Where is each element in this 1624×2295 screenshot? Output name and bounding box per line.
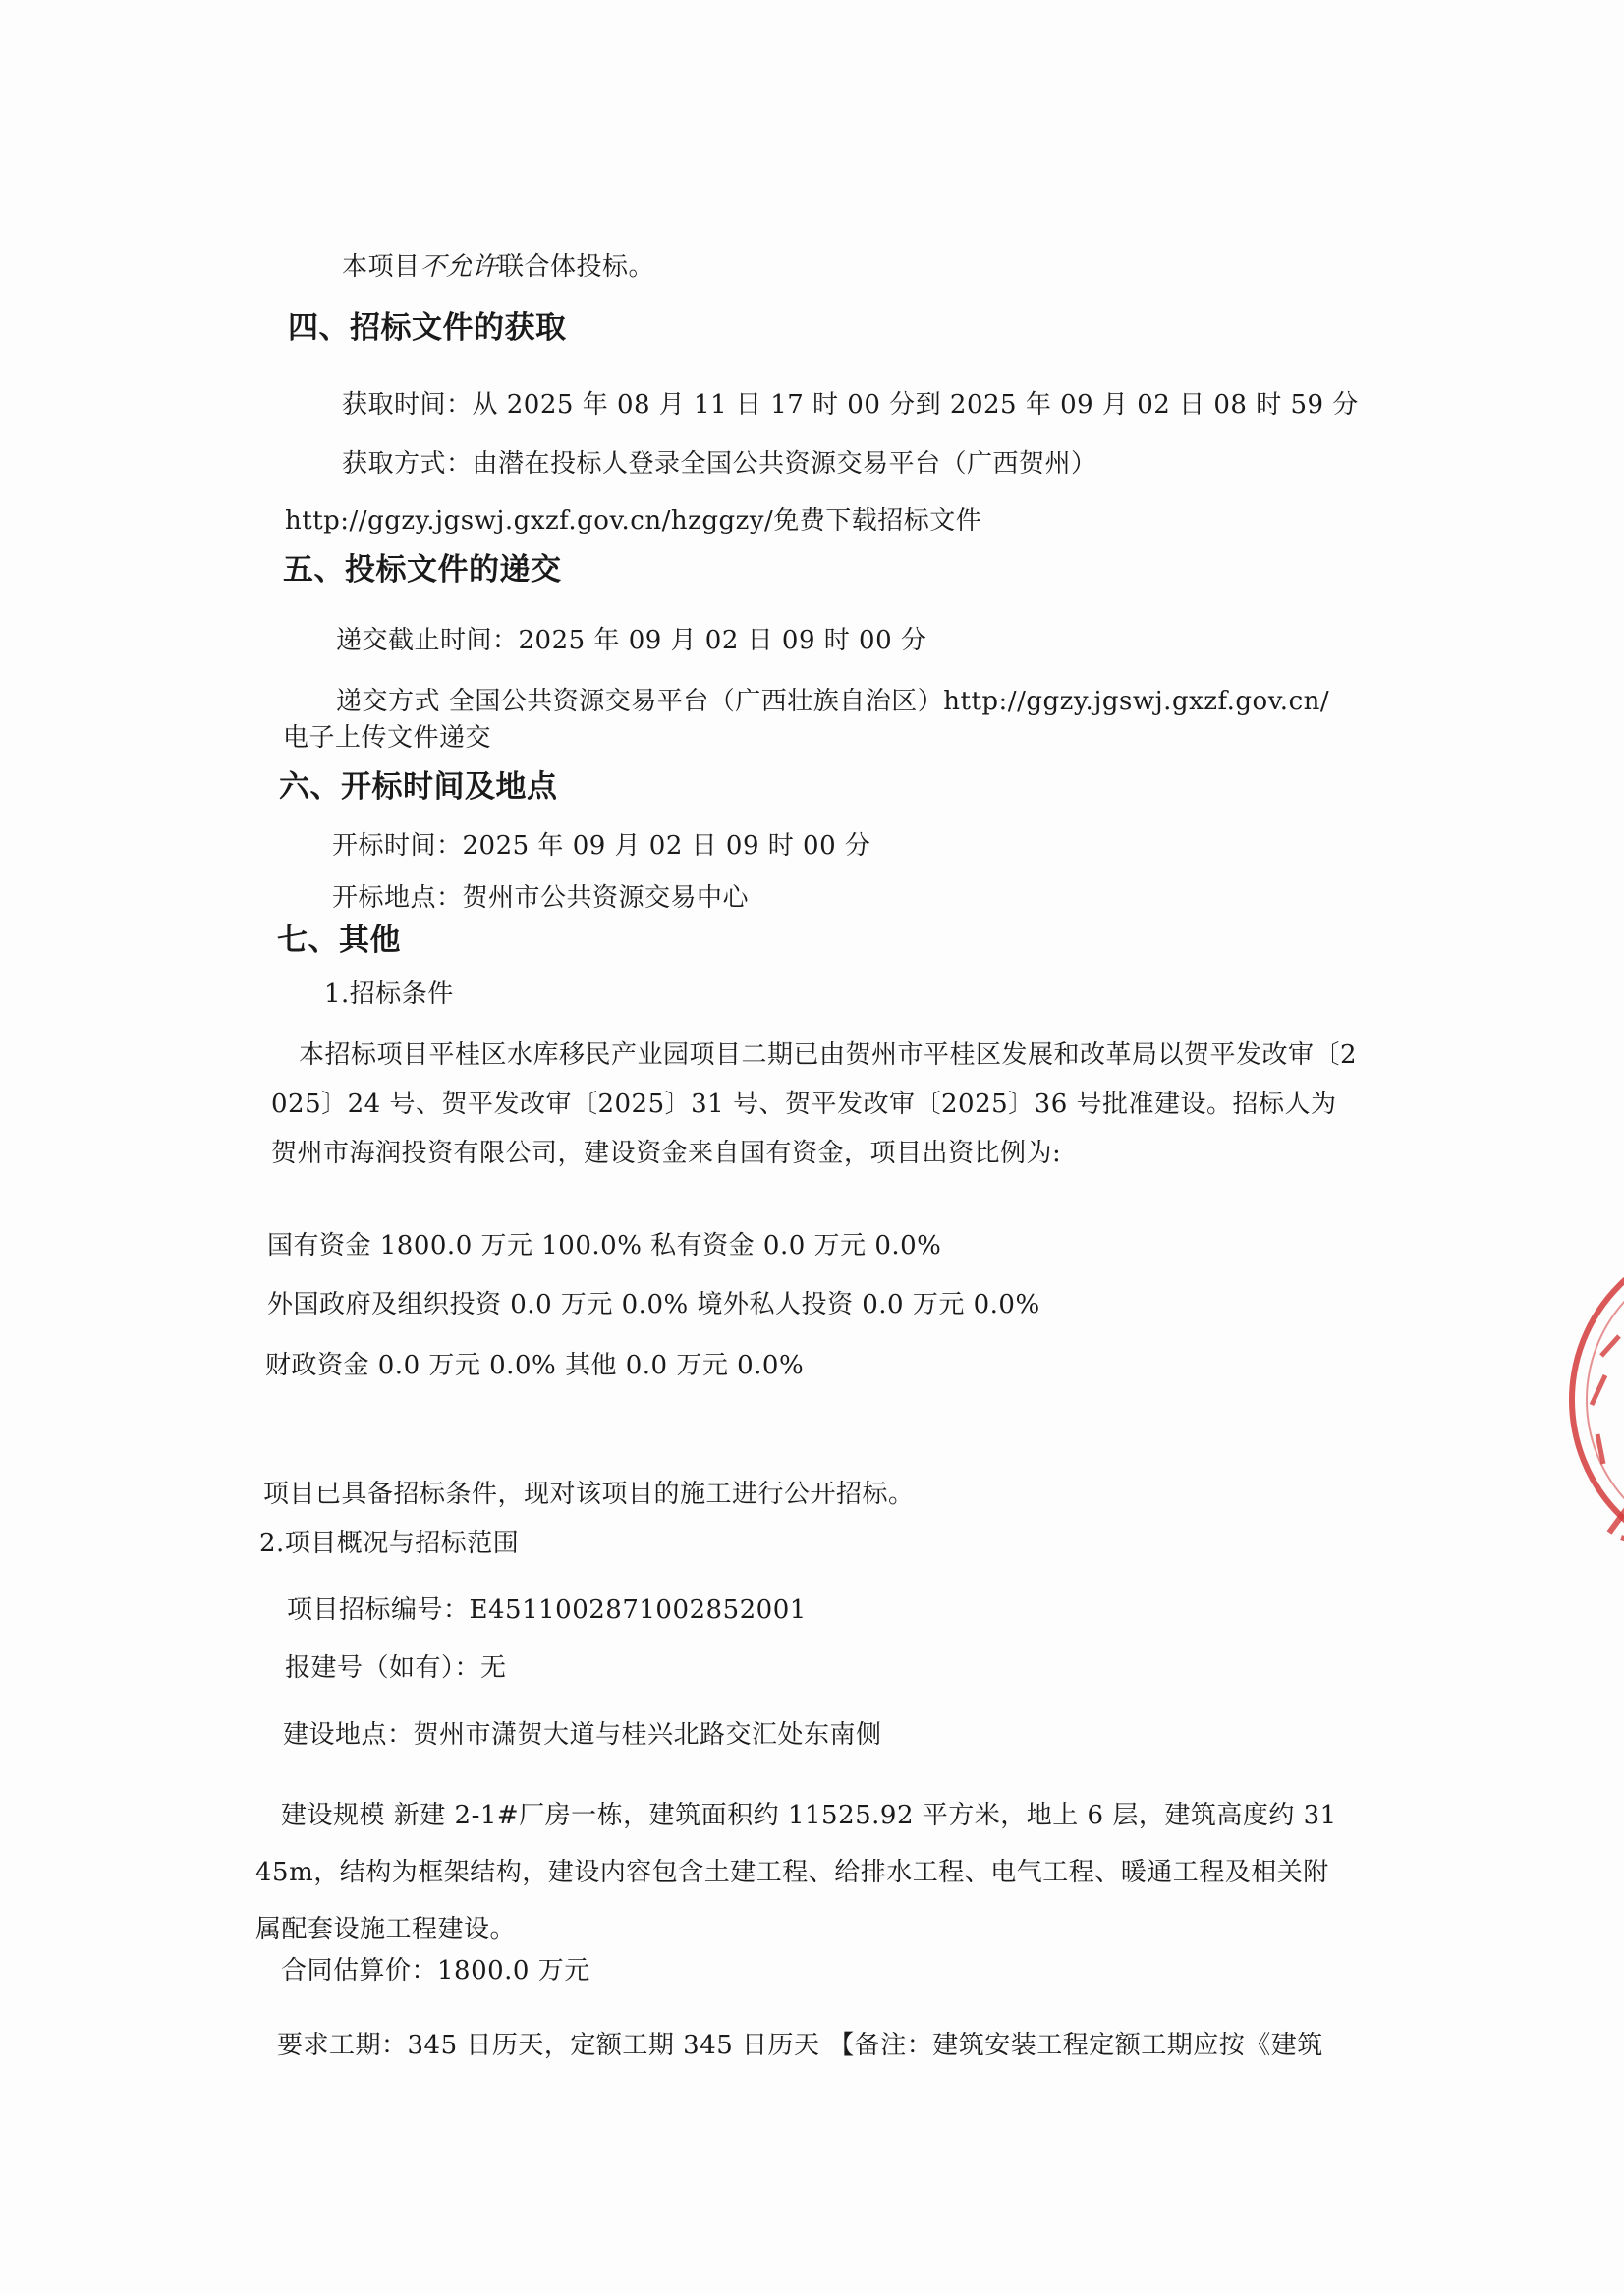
s7-price: 合同估算价：1800.0 万元: [281, 1956, 590, 1986]
s4-url: http://ggzy.jgswj.gxzf.gov.cn/hzggzy/免费下载招标文件: [285, 506, 982, 535]
intro-prefix: 本项目: [342, 252, 420, 282]
s6-place: 开标地点：贺州市公共资源交易中心: [332, 883, 750, 913]
fund-line-1: 国有资金 1800.0 万元 100.0% 私有资金 0.0 万元 0.0%: [267, 1231, 942, 1260]
intro-line: [342, 250, 654, 285]
s4-method: 获取方式：由潜在投标人登录全国公共资源交易平台（广西贺州）: [342, 449, 1097, 478]
section-6-title: 六、开标时间及地点: [279, 769, 558, 805]
s7-sub2: 2.项目概况与招标范围: [259, 1529, 520, 1558]
intro-suffix: 联合体投标。: [498, 252, 655, 282]
s7-location: 建设地点：贺州市潇贺大道与桂兴北路交汇处东南侧: [283, 1720, 882, 1750]
s7-period: 要求工期：345 日历天，定额工期 345 日历天 【备注：建筑安装工程定额工期应按《建筑: [277, 2031, 1323, 2060]
s7-report: 报建号（如有）：无: [285, 1653, 507, 1683]
s5-method-cont: 电子上传文件递交: [283, 723, 492, 753]
s7-para1: 本招标项目平桂区水库移民产业园项目二期已由贺州市平桂区发展和改革局以贺平发改审〔2025〕24 号、贺平发改审〔2025〕31 号、贺平发改审〔2025〕36 号批准建设。招标人为贺州市海润投资有限公司，建设资金来自国有资金，项目出资比例为:: [271, 1040, 1358, 1168]
section-4-title: 四、招标文件的获取: [288, 310, 567, 346]
section-5-title: 五、投标文件的递交: [283, 552, 562, 588]
section-7-title: 七、其他: [277, 923, 401, 958]
intro-emphasis: 不允许: [420, 252, 499, 282]
fund-line-2: 外国政府及组织投资 0.0 万元 0.0% 境外私人投资 0.0 万元 0.0%: [267, 1290, 1040, 1319]
s6-time: 开标时间：2025 年 09 月 02 日 09 时 00 分: [332, 831, 871, 861]
s7-sub1: 1.招标条件: [324, 980, 454, 1009]
fund-line-3: 财政资金 0.0 万元 0.0% 其他 0.0 万元 0.0%: [265, 1351, 805, 1380]
s7-code: 项目招标编号：E4511002871002852001: [287, 1595, 807, 1625]
s5-method: 递交方式 全国公共资源交易平台（广西壮族自治区）http://ggzy.jgswj.gxzf.gov.cn/: [336, 687, 1330, 716]
s4-time: 获取时间：从 2025 年 08 月 11 日 17 时 00 分到 2025 年 09 月 02 日 08 时 59 分: [342, 390, 1359, 420]
s7-scale: 建设规模 新建 2-1#厂房一栋，建筑面积约 11525.92 平方米，地上 6 层，建筑高度约 3145m，结构为框架结构，建设内容包含土建工程、给排水工程、电气工程、暖通工程及相关附属配套设施工程建设。: [255, 1801, 1337, 1944]
s5-deadline: 递交截止时间：2025 年 09 月 02 日 09 时 00 分: [336, 626, 927, 655]
red-seal-stamp: [1562, 1208, 1624, 1582]
s7-ready: 项目已具备招标条件，现对该项目的施工进行公开招标。: [263, 1480, 915, 1509]
